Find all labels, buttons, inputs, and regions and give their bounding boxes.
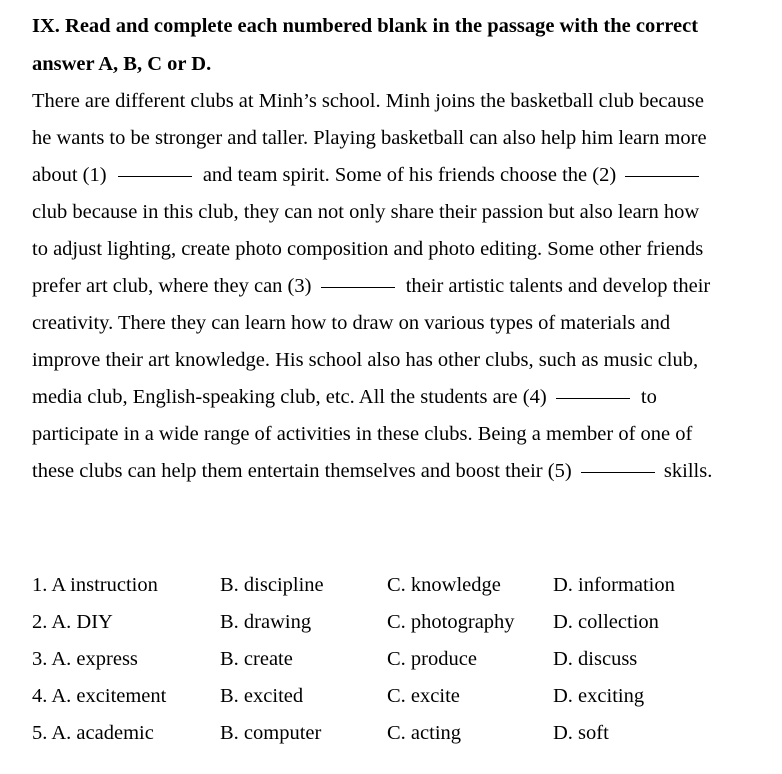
blank-4: [556, 397, 630, 399]
passage-text: about (1): [32, 164, 107, 186]
option-b: B. drawing: [220, 611, 312, 633]
option-a: 4. A. excitement: [32, 685, 167, 707]
option-d: D. discuss: [553, 648, 638, 670]
option-a: 5. A. academic: [32, 722, 154, 744]
passage-text: their artistic talents and develop their: [405, 275, 711, 297]
passage-line: There are different clubs at Minh’s school. Minh joins the basketball club because: [32, 90, 704, 112]
option-d: D. soft: [553, 722, 609, 744]
passage-line: participate in a wide range of activities in these clubs. Being a member of one of: [32, 423, 693, 445]
option-d: D. exciting: [553, 685, 645, 707]
option-c: C. knowledge: [387, 574, 501, 596]
option-d: D. information: [553, 574, 675, 596]
passage-text: media club, English-speaking club, etc. All the students are (4): [32, 386, 547, 408]
option-b: B. computer: [220, 722, 322, 744]
passage-line: [32, 268, 710, 305]
option-c: C. photography: [387, 611, 515, 633]
option-d: D. collection: [553, 611, 659, 633]
option-c: C. produce: [387, 648, 477, 670]
option-a: 2. A. DIY: [32, 611, 113, 633]
option-b: B. discipline: [220, 574, 324, 596]
exercise-heading: [32, 8, 762, 83]
passage-text: these clubs can help them entertain themselves and boost their (5): [32, 460, 572, 482]
passage-line: [32, 453, 712, 490]
blank-2: [625, 175, 699, 177]
passage-line: [32, 379, 657, 416]
passage-line: he wants to be stronger and taller. Playing basketball can also help him learn more: [32, 127, 707, 149]
blank-1: [118, 175, 192, 177]
option-b: B. excited: [220, 685, 304, 707]
passage-line: club because in this club, they can not only share their passion but also learn how: [32, 201, 700, 223]
option-b: B. create: [220, 648, 293, 670]
passage-text: and team spirit. Some of his friends choose the (2): [202, 164, 617, 186]
passage-line: improve their art knowledge. His school also has other clubs, such as music club,: [32, 349, 699, 371]
blank-5: [581, 471, 655, 473]
heading-line-2: answer A, B, C or D.: [32, 52, 212, 75]
option-a: 3. A. express: [32, 648, 138, 670]
passage-text: to: [640, 386, 657, 408]
passage-text: skills.: [663, 460, 713, 482]
option-c: C. acting: [387, 722, 462, 744]
passage-line: creativity. There they can learn how to draw on various types of materials and: [32, 312, 671, 334]
passage-text: prefer art club, where they can (3): [32, 275, 312, 297]
blank-3: [321, 286, 395, 288]
passage-line: to adjust lighting, create photo composition and photo editing. Some other friends: [32, 238, 704, 260]
option-a: 1. A instruction: [32, 574, 158, 596]
heading-line-1: IX. Read and complete each numbered blank in the passage with the correct: [32, 15, 699, 37]
option-c: C. excite: [387, 685, 460, 707]
passage-line: [32, 157, 701, 194]
